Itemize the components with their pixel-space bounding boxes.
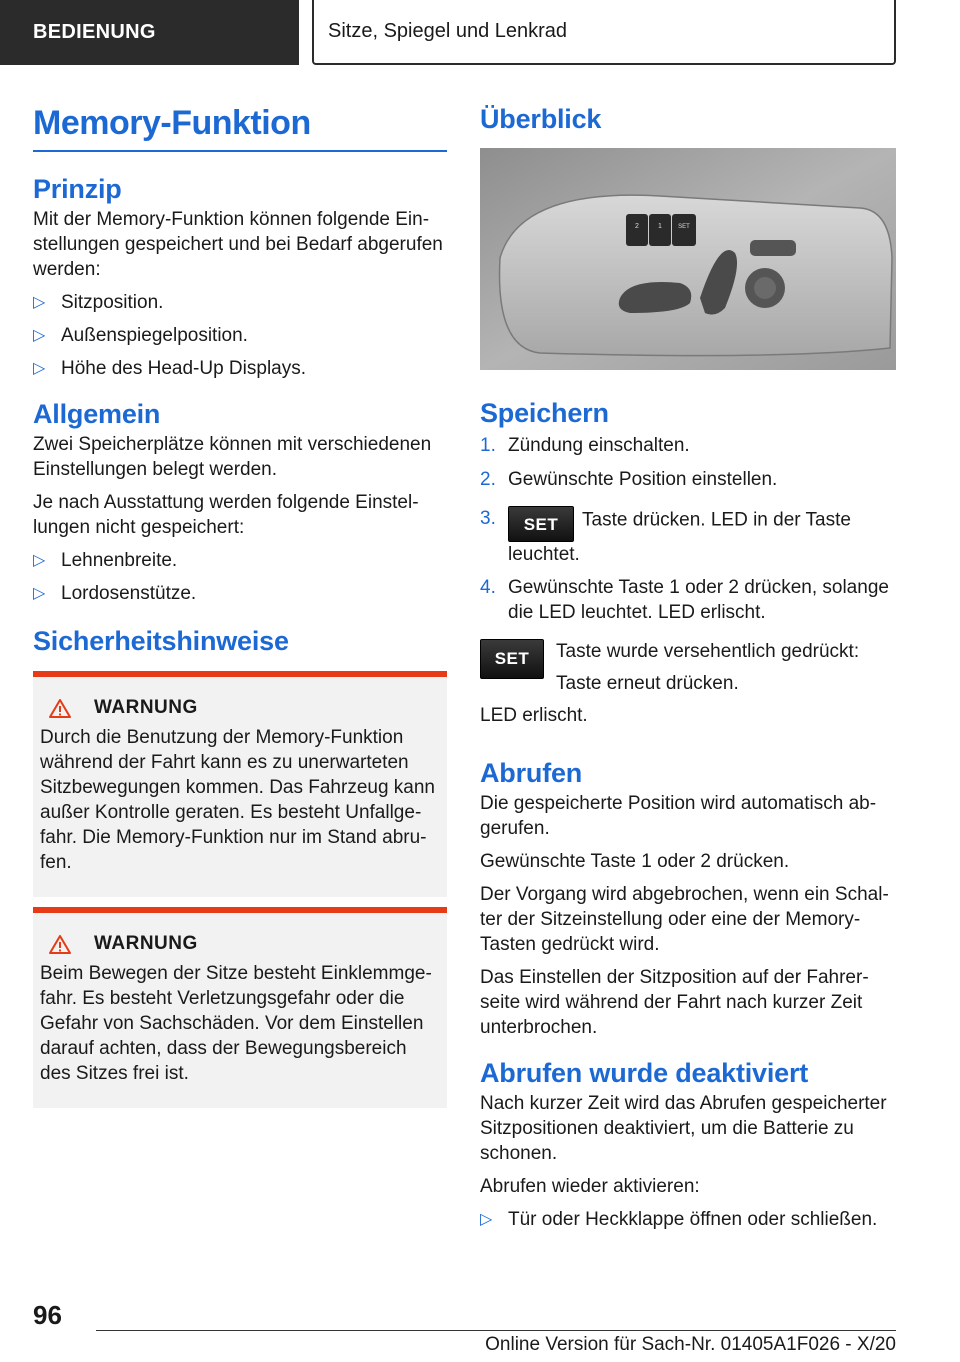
list-item: ▷ Außenspiegelposition. bbox=[33, 325, 248, 346]
list-item: ▷ Lordosenstütze. bbox=[33, 583, 197, 604]
section-label: BEDIENUNG bbox=[33, 21, 156, 43]
deaktiviert-list bbox=[480, 1207, 896, 1232]
list-item: 4. Gewünschte Taste 1 oder 2 drücken, solange die LED leuchtet. LED erlischt. bbox=[480, 577, 889, 623]
triangle-bullet-icon: ▷ bbox=[33, 552, 46, 569]
seat-controls-illustration bbox=[480, 148, 896, 370]
speichern-steps bbox=[480, 433, 896, 625]
triangle-bullet-icon: ▷ bbox=[480, 1211, 493, 1228]
allgemein-text-1: Zwei Speicherplätze können mit verschiedenen Einstellungen belegt werden. bbox=[33, 434, 432, 480]
list-item: 3. SET Taste drücken. LED in der Taste leuchtet. bbox=[480, 508, 851, 565]
triangle-bullet-icon: ▷ bbox=[33, 294, 46, 311]
list-item: ▷ Lehnenbreite. bbox=[33, 550, 178, 571]
chapter-label: Sitze, Spiegel und Lenkrad bbox=[328, 20, 568, 42]
heading-speichern: Speichern bbox=[480, 398, 609, 428]
allgemein-text-2: Je nach Ausstattung werden folgende Einstellungen nicht gespeichert: bbox=[33, 492, 419, 538]
heading-allgemein: Allgemein bbox=[33, 399, 161, 429]
warning-header bbox=[40, 697, 437, 719]
warning-text: Beim Bewegen der Sitze besteht Einklemmgefahr. Es besteht Verletzungsgefahr oder die Gefahr von Sachschäden. Vor dem Einstellen darauf achten, dass der Bewegungsbereich des Sitzes frei ist. bbox=[40, 963, 432, 1084]
footer-divider bbox=[96, 1330, 896, 1331]
section-tab bbox=[0, 0, 299, 65]
allgemein-list bbox=[33, 548, 447, 606]
triangle-bullet-icon: ▷ bbox=[33, 585, 46, 602]
heading-prinzip: Prinzip bbox=[33, 174, 122, 204]
deaktiviert-text-2: Abrufen wieder aktivieren: bbox=[480, 1176, 700, 1197]
abrufen-text-2: Gewünschte Taste 1 oder 2 drücken. bbox=[480, 851, 790, 872]
warning-text: Durch die Benutzung der Memory-Funktion während der Fahrt kann es zu unerwarteten Sitzbewegungen kommen. Das Fahrzeug kann außer Kontrolle geraten. Es besteht Unfallgefahr. Die Memory-Funktion nur im Stand abrufen. bbox=[40, 727, 436, 873]
note-text-3: LED erlischt. bbox=[480, 705, 588, 726]
warning-label: WARNUNG bbox=[94, 697, 198, 718]
memory-button-set: SET bbox=[678, 224, 690, 230]
warning-triangle-icon bbox=[48, 698, 72, 719]
note-text-2: Taste erneut drücken. bbox=[556, 673, 739, 694]
warning-box bbox=[33, 907, 447, 1108]
list-item: 1. Zündung einschalten. bbox=[480, 435, 690, 456]
seat-controls-photo bbox=[480, 148, 896, 370]
memory-button-2: 2 bbox=[635, 223, 639, 230]
heading-abrufen-deaktiviert: Abrufen wurde deaktiviert bbox=[480, 1058, 809, 1088]
list-item: ▷ Tür oder Heckklappe öffnen oder schließen. bbox=[480, 1209, 878, 1230]
left-column bbox=[33, 96, 447, 1108]
page-number: 96 bbox=[33, 1300, 62, 1330]
note-block bbox=[480, 639, 896, 696]
heading-sicherheitshinweise: Sicherheitshinweise bbox=[33, 626, 289, 656]
abrufen-text-4: Das Einstellen der Sitzposition auf der Fahrerseite wird während der Fahrt nach kurzer Zeit unterbrochen. bbox=[480, 967, 869, 1038]
triangle-bullet-icon: ▷ bbox=[33, 327, 46, 344]
triangle-bullet-icon: ▷ bbox=[33, 360, 46, 377]
abrufen-text-3: Der Vorgang wird abgebrochen, wenn ein Schalter der Sitzeinstellung oder eine der Memory-Tasten gedrückt wird. bbox=[480, 884, 889, 955]
warning-header bbox=[40, 933, 437, 955]
set-button-icon: SET bbox=[480, 639, 544, 679]
heading-ueberblick: Überblick bbox=[480, 104, 602, 134]
footer-text: Online Version für Sach-Nr. 01405A1F026 - X/20 bbox=[485, 1334, 896, 1355]
prinzip-list bbox=[33, 290, 447, 381]
list-item: 2. Gewünschte Position einstellen. bbox=[480, 469, 778, 490]
list-item: ▷ Höhe des Head-Up Displays. bbox=[33, 358, 307, 379]
prinzip-text: Mit der Memory-Funktion können folgende Einstellungen gespeichert und bei Bedarf abgerufen werden: bbox=[33, 209, 443, 280]
set-button-icon: SET bbox=[508, 506, 574, 542]
chapter-tab bbox=[312, 0, 896, 65]
page-title: Memory-Funktion bbox=[33, 96, 447, 152]
warning-label: WARNUNG bbox=[94, 933, 198, 954]
warning-box bbox=[33, 671, 447, 897]
abrufen-text-1: Die gespeicherte Position wird automatisch abgerufen. bbox=[480, 793, 877, 839]
deaktiviert-text-1: Nach kurzer Zeit wird das Abrufen gespeicherter Sitzpositionen deaktiviert, um die Batterie zu schonen. bbox=[480, 1093, 887, 1164]
warning-triangle-icon bbox=[48, 934, 72, 955]
right-column bbox=[480, 96, 896, 1232]
heading-abrufen: Abrufen bbox=[480, 758, 583, 788]
memory-button-1: 1 bbox=[658, 223, 662, 230]
note-text-1: Taste wurde versehentlich gedrückt: bbox=[556, 641, 860, 662]
list-item: ▷ Sitzposition. bbox=[33, 292, 164, 313]
